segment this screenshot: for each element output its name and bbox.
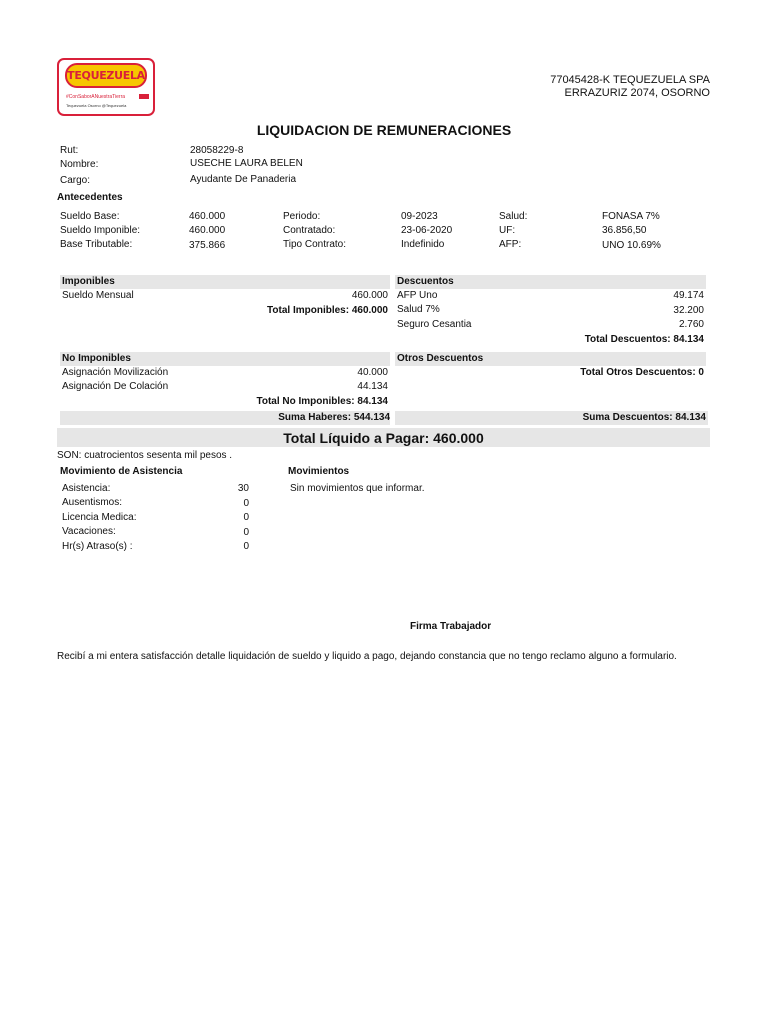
atrasos-value: 0 bbox=[243, 541, 249, 552]
suma-descuentos: Suma Descuentos: 84.134 bbox=[582, 412, 706, 423]
total-no-imponibles: Total No Imponibles: 84.134 bbox=[256, 396, 388, 407]
salud-value: FONASA 7% bbox=[602, 211, 660, 222]
sueldo-imponible-label: Sueldo Imponible: bbox=[60, 225, 141, 236]
firma-trabajador: Firma Trabajador bbox=[410, 621, 492, 632]
periodo-value: 09-2023 bbox=[401, 211, 438, 222]
ausentismos-label: Ausentismos: bbox=[62, 497, 123, 508]
contratado-value: 23-06-2020 bbox=[401, 225, 453, 236]
movimientos-text: Sin movimientos que informar. bbox=[290, 483, 425, 494]
sueldo-mensual-label: Sueldo Mensual bbox=[62, 290, 134, 301]
asignacion-movilizacion-label: Asignación Movilización bbox=[62, 367, 169, 378]
cargo-label: Cargo: bbox=[60, 175, 91, 186]
sueldo-base-value: 460.000 bbox=[189, 211, 226, 222]
son-text: SON: cuatrocientos sesenta mil pesos . bbox=[57, 450, 233, 461]
rut-value: 28058229-8 bbox=[190, 145, 244, 156]
cargo-value: Ayudante De Panaderia bbox=[190, 174, 297, 185]
company-id-name: 77045428-K TEQUEZUELA SPA bbox=[550, 74, 710, 86]
afp-uno-value: 49.174 bbox=[673, 290, 704, 301]
contratado-label: Contratado: bbox=[283, 225, 336, 236]
asignacion-movilizacion-value: 40.000 bbox=[357, 367, 388, 378]
tipo-contrato-value: Indefinido bbox=[401, 239, 445, 250]
base-tributable-label: Base Tributable: bbox=[60, 239, 133, 250]
company-address: ERRAZURIZ 2074, OSORNO bbox=[564, 87, 710, 99]
declaration-text: Recibí a mi entera satisfacción detalle liquidación de sueldo y liquido a pago, dejando constancia que no tengo reclamo alguno a formulario. bbox=[57, 651, 677, 662]
sueldo-base-label: Sueldo Base: bbox=[60, 211, 120, 222]
company-logo bbox=[57, 58, 155, 116]
seguro-cesantia-value: 2.760 bbox=[678, 319, 704, 330]
salud-label: Salud: bbox=[499, 211, 528, 222]
total-liquido-a-pagar: Total Líquido a Pagar: 460.000 bbox=[283, 430, 484, 446]
rut-label: Rut: bbox=[60, 145, 79, 156]
otros-descuentos-heading: Otros Descuentos bbox=[397, 353, 484, 364]
licencia-medica-label: Licencia Medica: bbox=[62, 512, 137, 523]
uf-value: 36.856,50 bbox=[602, 225, 647, 236]
afp-label: AFP: bbox=[499, 239, 522, 250]
logo-social: Tequezuela Osorno @Tequezuela bbox=[66, 103, 127, 108]
nombre-label: Nombre: bbox=[60, 159, 99, 170]
logo-tagline: #ConSaborANuestraTierra bbox=[66, 94, 126, 100]
base-tributable-value: 375.866 bbox=[189, 240, 226, 251]
total-otros-descuentos: Total Otros Descuentos: 0 bbox=[580, 367, 704, 378]
salud-descuento-label: Salud 7% bbox=[397, 304, 440, 315]
atrasos-label: Hr(s) Atraso(s) : bbox=[62, 541, 133, 552]
afp-uno-label: AFP Uno bbox=[397, 290, 438, 301]
logo-wordmark: TEQUEZUELA bbox=[65, 63, 147, 88]
asistencia-label: Asistencia: bbox=[62, 483, 111, 494]
suma-haberes: Suma Haberes: 544.134 bbox=[278, 412, 390, 423]
sueldo-imponible-value: 460.000 bbox=[189, 225, 226, 236]
antecedentes-heading: Antecedentes bbox=[57, 192, 123, 203]
vacaciones-label: Vacaciones: bbox=[62, 526, 116, 537]
imponibles-heading: Imponibles bbox=[62, 276, 115, 287]
licencia-medica-value: 0 bbox=[243, 512, 249, 523]
no-imponibles-heading: No Imponibles bbox=[62, 353, 131, 364]
document-title: LIQUIDACION DE REMUNERACIONES bbox=[256, 122, 512, 138]
seguro-cesantia-label: Seguro Cesantia bbox=[397, 319, 472, 330]
movimientos-heading: Movimientos bbox=[288, 466, 350, 477]
asignacion-colacion-label: Asignación De Colación bbox=[62, 381, 169, 392]
asistencia-value: 30 bbox=[237, 483, 249, 494]
tipo-contrato-label: Tipo Contrato: bbox=[283, 239, 346, 250]
uf-label: UF: bbox=[499, 225, 516, 236]
venezuela-flag-icon bbox=[139, 94, 149, 99]
total-imponibles: Total Imponibles: 460.000 bbox=[267, 305, 388, 316]
vacaciones-value: 0 bbox=[243, 527, 249, 538]
descuentos-heading: Descuentos bbox=[397, 276, 454, 287]
ausentismos-value: 0 bbox=[243, 498, 249, 509]
total-descuentos: Total Descuentos: 84.134 bbox=[584, 334, 704, 345]
salud-descuento-value: 32.200 bbox=[673, 305, 704, 316]
nombre-value: USECHE LAURA BELEN bbox=[190, 158, 303, 169]
periodo-label: Periodo: bbox=[283, 211, 321, 222]
sueldo-mensual-value: 460.000 bbox=[351, 290, 388, 301]
afp-value: UNO 10.69% bbox=[602, 240, 661, 251]
asistencia-heading: Movimiento de Asistencia bbox=[60, 466, 183, 477]
asignacion-colacion-value: 44.134 bbox=[357, 381, 388, 392]
